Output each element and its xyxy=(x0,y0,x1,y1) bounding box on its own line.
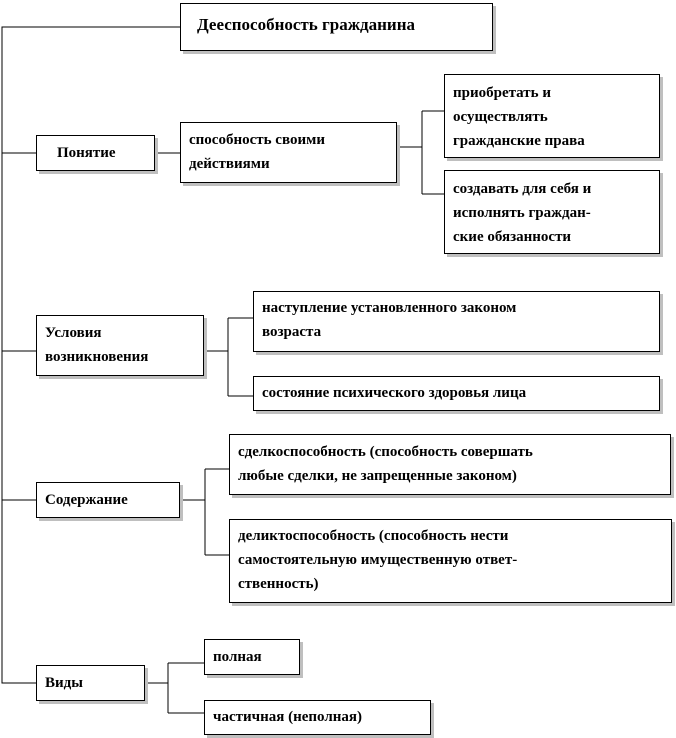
concept-detail-1-line-1: приобретать и xyxy=(453,85,551,101)
content-item-1-line-1: сделкоспособность (способность совершать xyxy=(238,444,533,460)
concept-detail-2-line-1: создавать для себя и xyxy=(453,181,592,197)
types-label-box xyxy=(36,665,145,701)
content-transaction-capacity-box xyxy=(229,434,671,495)
type-partial-label: частичная (неполная) xyxy=(213,709,363,725)
content-label: Содержание xyxy=(45,492,128,508)
concept-definition-box xyxy=(180,122,397,183)
concept-detail-1-line-2: осуществлять xyxy=(453,109,548,125)
type-full-box xyxy=(204,639,300,675)
concept-detail-2-line-2: исполнять граждан- xyxy=(453,205,591,221)
type-partial-box xyxy=(204,700,431,735)
conditions-label-line-1: Условия xyxy=(45,325,102,341)
concept-label-box xyxy=(36,135,155,171)
content-item-2-line-2: самостоятельную имущественную ответ- xyxy=(238,552,518,568)
content-item-2-line-3: ственность) xyxy=(238,576,319,592)
type-full-label: полная xyxy=(213,649,262,665)
content-item-1-line-2: любые сделки, не запрещенные законом) xyxy=(238,468,517,484)
concept-definition-line-2: действиями xyxy=(189,156,270,172)
diagram-title: Дееспособность гражданина xyxy=(180,3,493,51)
concept-detail-2-line-3: ские обязанности xyxy=(453,229,572,245)
condition-health-line-1: состояние психического здоровья лица xyxy=(262,385,527,401)
conditions-label-line-2: возникновения xyxy=(45,349,149,365)
content-label-box xyxy=(36,482,180,518)
concept-detail-duties-box xyxy=(444,170,660,254)
conditions-label-box xyxy=(36,315,204,376)
types-label: Виды xyxy=(45,675,83,691)
condition-age-box xyxy=(253,291,660,352)
condition-health-box xyxy=(253,376,660,411)
concept-definition-line-1: способность своими xyxy=(189,132,325,148)
concept-detail-rights-box xyxy=(444,74,660,158)
concept-label: Понятие xyxy=(57,145,116,161)
condition-age-line-1: наступление установленного законом xyxy=(262,300,517,316)
concept-detail-1-line-3: гражданские права xyxy=(453,133,585,149)
content-item-2-line-1: деликтоспособность (способность нести xyxy=(238,528,509,544)
content-tort-capacity-box xyxy=(229,519,672,603)
condition-age-line-2: возраста xyxy=(262,324,322,340)
